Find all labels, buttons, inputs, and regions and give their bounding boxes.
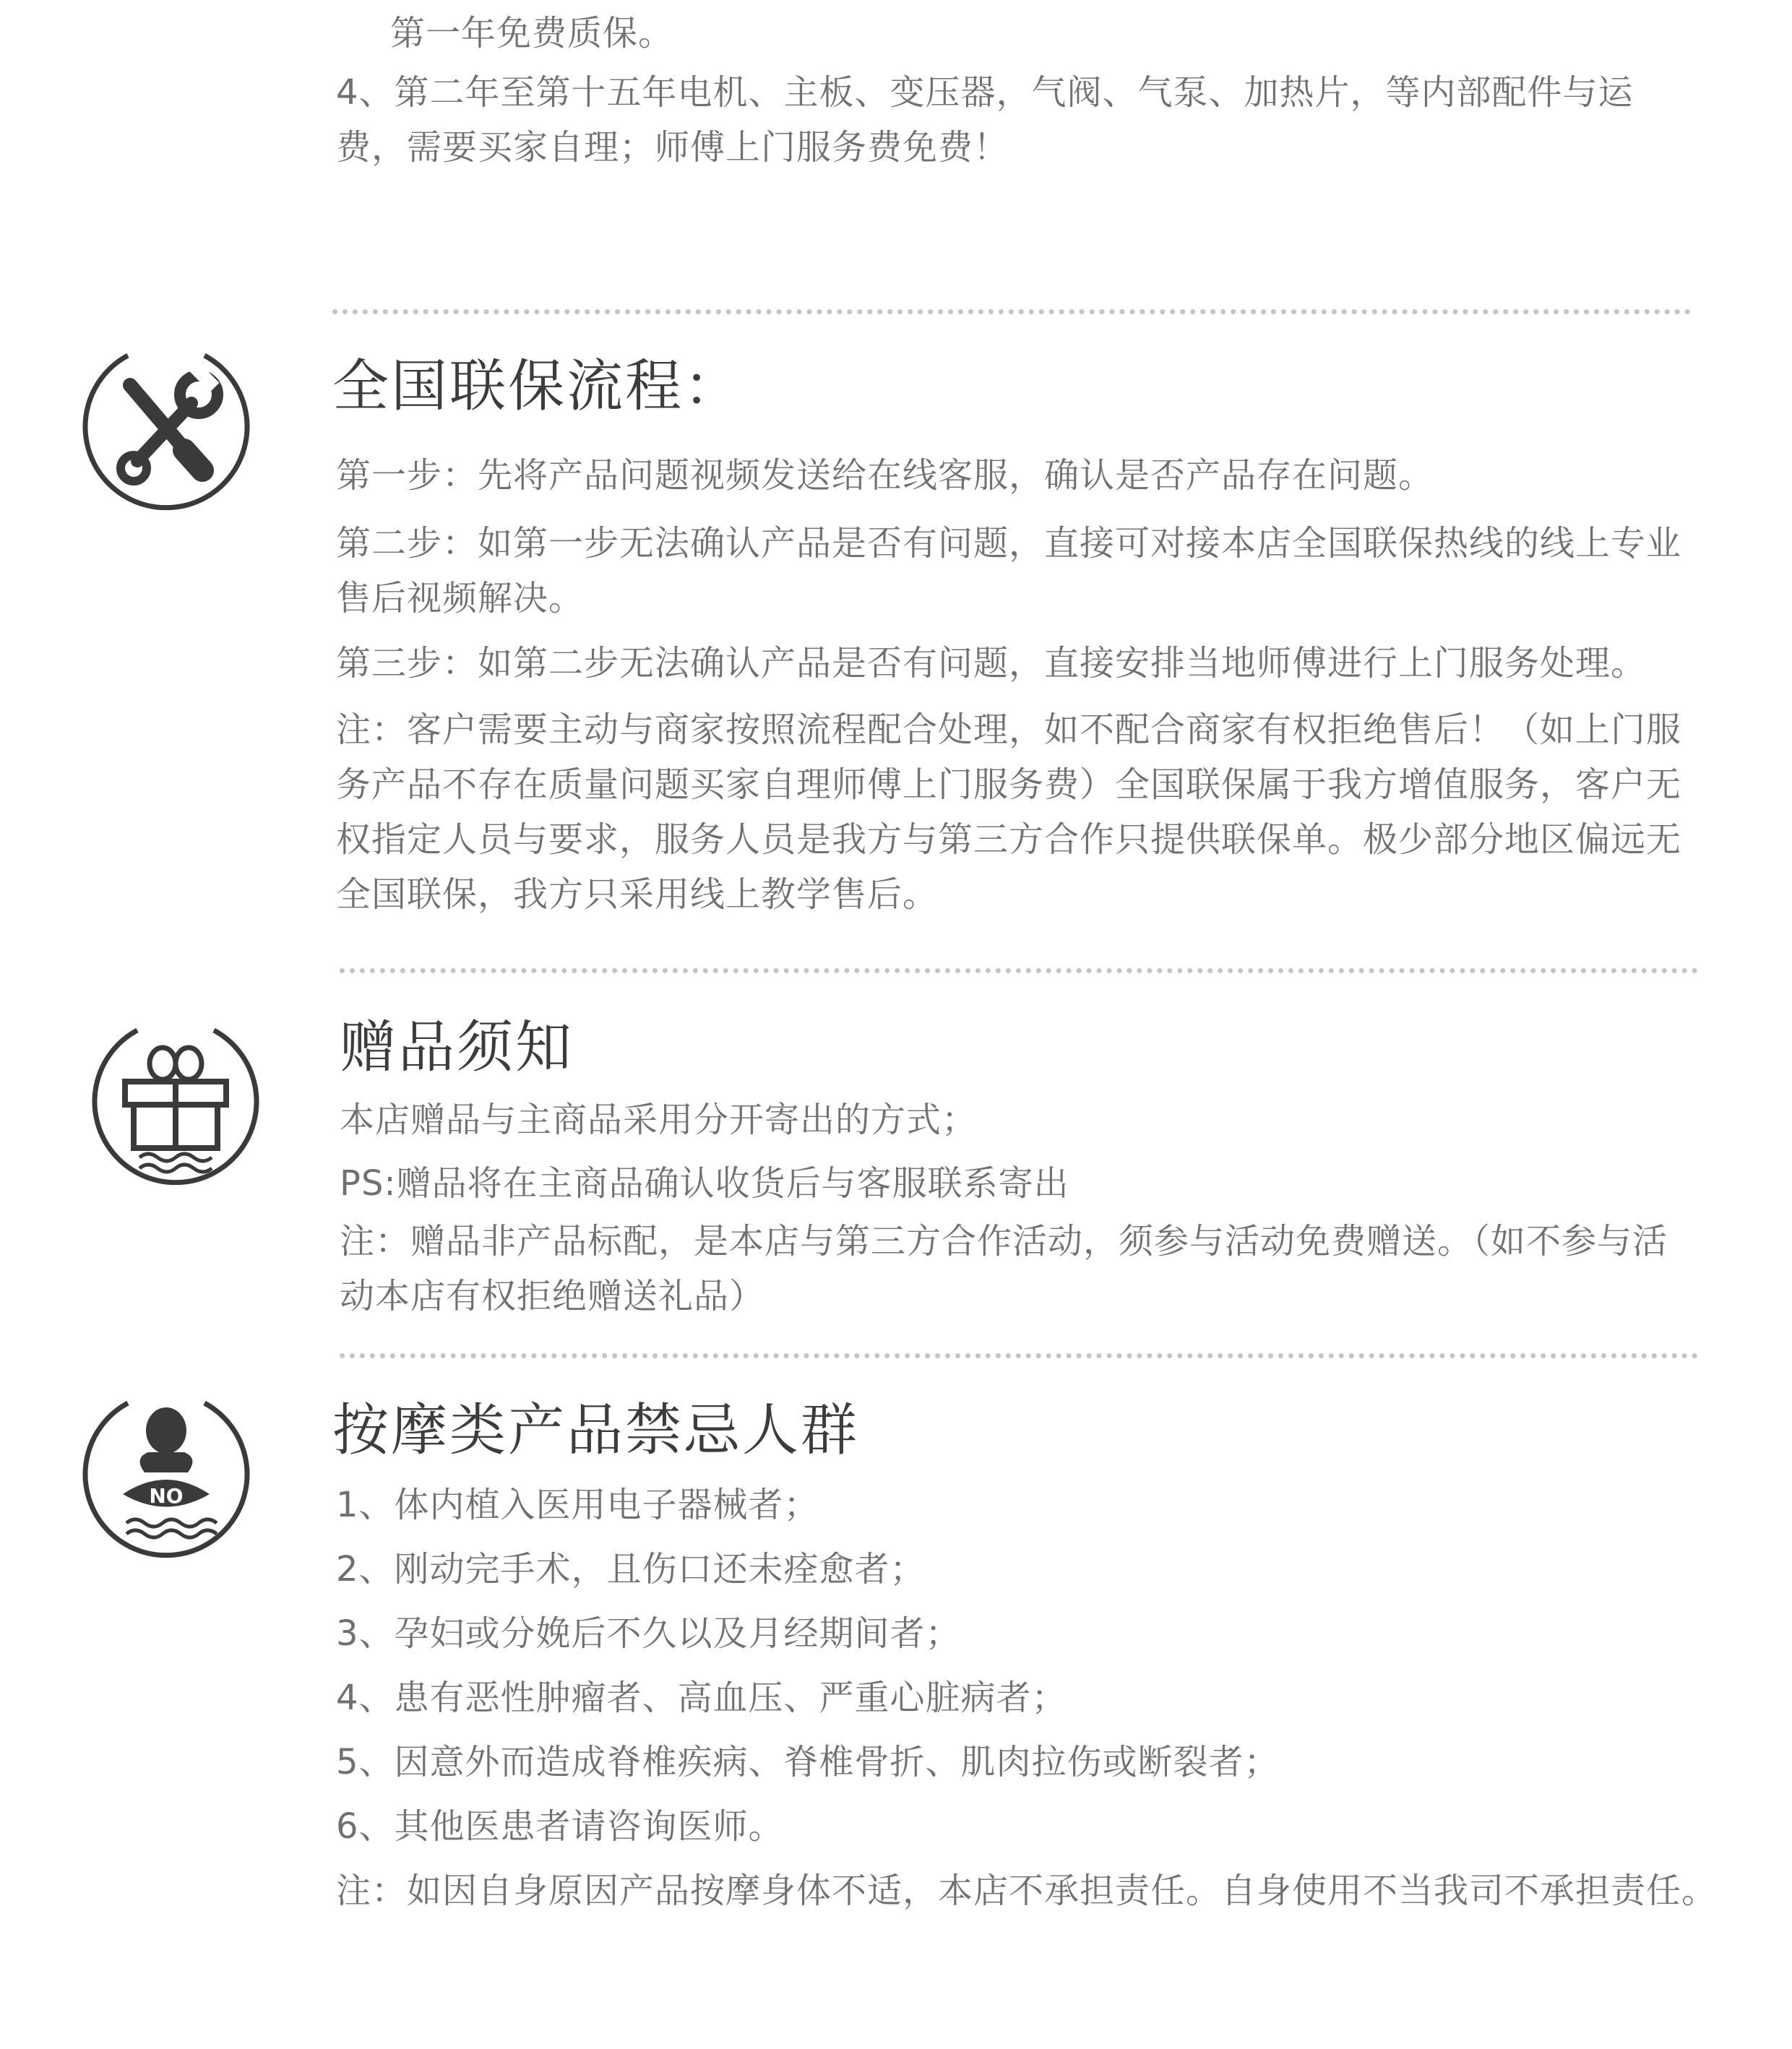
gift-line-2: PS:赠品将在主商品确认收货后与客服联系寄出 <box>340 1163 1069 1204</box>
contraindication-item-1: 1、体内植入医用电子器械者； <box>336 1485 819 1525</box>
contraindication-note: 注：如因自身原因产品按摩身体不适，本店不承担责任。自身使用不当我司不承担责任。 <box>336 1871 1718 1911</box>
section-divider <box>332 309 1691 314</box>
no-label: NO <box>149 1484 184 1508</box>
wrench-screwdriver-icon <box>76 338 257 519</box>
contraindication-item-5: 5、因意外而造成脊椎疾病、脊椎骨折、肌肉拉伤或断裂者； <box>336 1742 1280 1782</box>
warranty-step-3: 第三步：如第二步无法确认产品是否有问题，直接安排当地师傅进行上门服务处理。 <box>336 643 1647 683</box>
gift-note: 注：赠品非产品标配，是本店与第三方合作活动，须参与活动免费赠送。（如不参与活动本店有权拒绝赠送礼品） <box>340 1221 1668 1316</box>
warranty-item-4: 4、第二年至第十五年电机、主板、变压器，气阀、气泵、加热片，等内部配件与运费，需要买家自理；师傅上门服务费免费！ <box>336 72 1634 168</box>
contraindication-item-4: 4、患有恶性肿瘤者、高血压、严重心脏病者； <box>336 1678 1067 1718</box>
contraindication-item-3: 3、孕妇或分娩后不久以及月经期间者； <box>336 1613 961 1654</box>
warranty-step-1: 第一步：先将产品问题视频发送给在线客服，确认是否产品存在问题。 <box>336 455 1434 496</box>
contraindication-item-6: 6、其他医患者请咨询医师。 <box>336 1806 784 1847</box>
first-year-warranty-line: 第一年免费质保。 <box>390 13 674 53</box>
section-divider <box>340 968 1698 973</box>
warranty-process-title: 全国联保流程： <box>332 354 743 419</box>
gift-line-1: 本店赠品与主商品采用分开寄出的方式； <box>340 1100 978 1140</box>
gift-box-icon <box>85 1013 266 1194</box>
contraindication-item-2: 2、刚动完手术，且伤口还未痊愈者； <box>336 1549 926 1589</box>
contraindication-title: 按摩类产品禁忌人群 <box>332 1398 860 1463</box>
person-no-icon <box>76 1386 257 1566</box>
warranty-note: 注：客户需要主动与商家按照流程配合处理，如不配合商家有权拒绝售后！（如上门服务产品不存在质量问题买家自理师傅上门服务费）全国联保属于我方增值服务，客户无权指定人员与要求，服务人员是我方与第三方合作只提供联保单。极少部分地区偏远无全国联保，我方只采用线上教学售后。 <box>336 709 1682 915</box>
warranty-step-2: 第二步：如第一步无法确认产品是否有问题，直接可对接本店全国联保热线的线上专业售后视频解决。 <box>336 523 1682 618</box>
gift-notice-title: 赠品须知 <box>340 1015 574 1080</box>
section-divider <box>340 1353 1698 1358</box>
